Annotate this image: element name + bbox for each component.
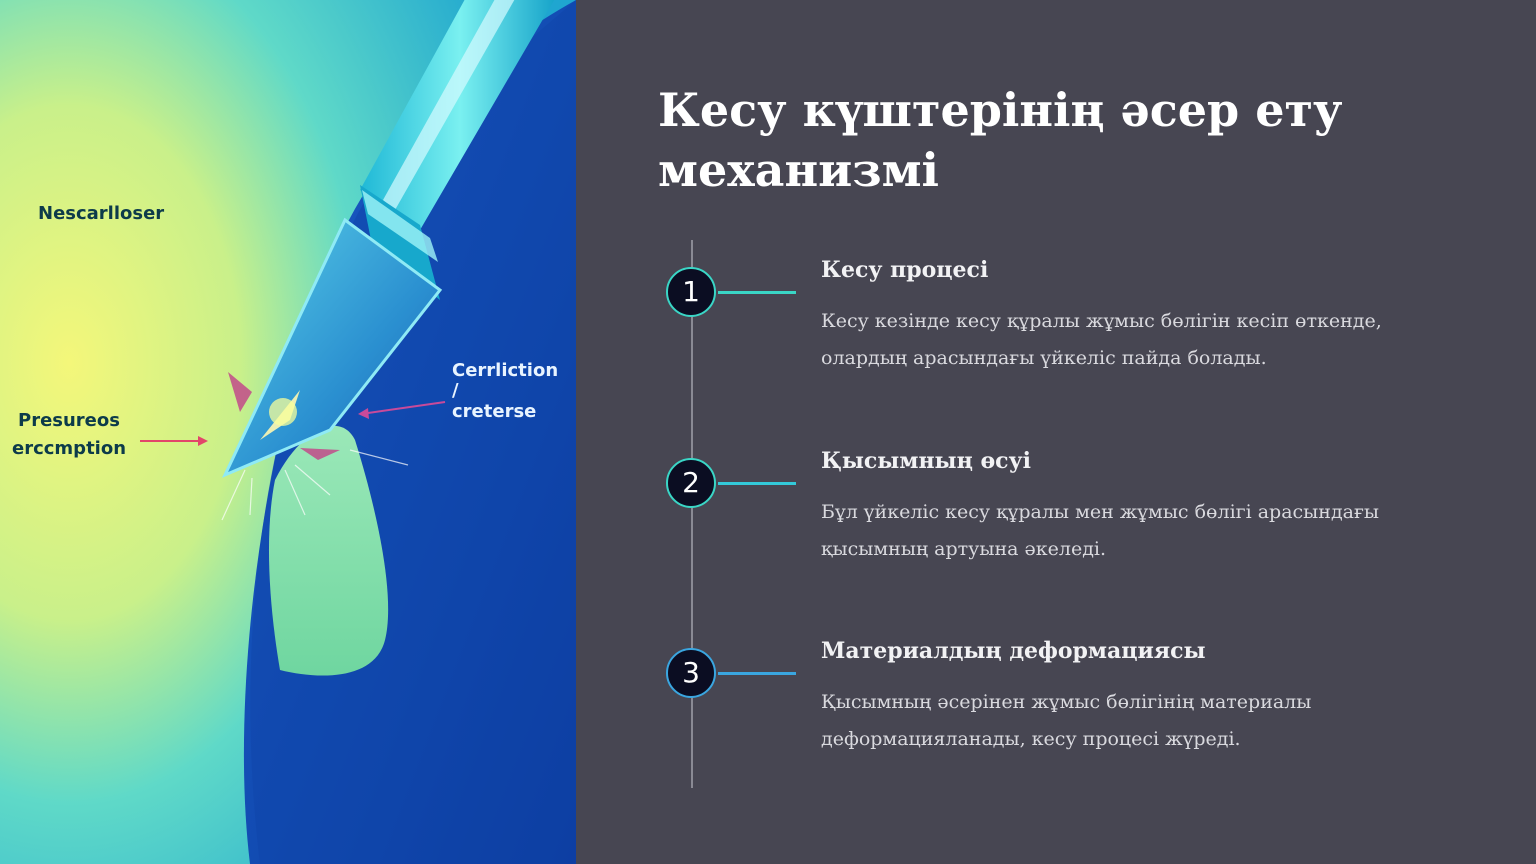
cutting-tool-illustration: [0, 0, 576, 864]
label-right-line2: /: [452, 380, 459, 401]
step-heading: Материалдың деформациясы: [821, 638, 1206, 664]
label-left-line1: Presureos: [18, 410, 120, 431]
step-number-badge: 2: [666, 458, 716, 508]
step-description: Кесу кезінде кесу құралы жұмыс бөлігін кесіп өткенде, олардың арасындағы үйкеліс пайда болады.: [821, 310, 1382, 369]
label-right-line3: creterse: [452, 401, 537, 422]
timeline-step-2: [666, 448, 1466, 618]
step-description: Бұл үйкеліс кесу құралы мен жұмыс бөлігі арасындағы қысымның артуына әкеледі.: [821, 501, 1380, 560]
step-connector: [718, 291, 796, 294]
timeline-step-1: [666, 257, 1466, 427]
step-heading: Кесу процесі: [821, 257, 989, 283]
label-left-line2: erccmption: [12, 438, 127, 459]
step-heading: Қысымның өсуі: [821, 448, 1032, 474]
step-number-badge: 3: [666, 648, 716, 698]
slide-title: Кесу күштерінің әсер ету механизмі: [658, 83, 1343, 197]
step-number-badge: 1: [666, 267, 716, 317]
timeline-step-3: [666, 638, 1466, 808]
step-connector: [718, 672, 796, 675]
label-top-left: Nescarlloser: [38, 203, 165, 224]
illustration-svg: [0, 0, 576, 864]
step-description: Қысымның әсерінен жұмыс бөлігінің материалы деформацияланады, кесу процесі жүреді.: [821, 691, 1312, 750]
label-right-line1: Cerrliction: [452, 360, 559, 381]
step-connector: [718, 482, 796, 485]
